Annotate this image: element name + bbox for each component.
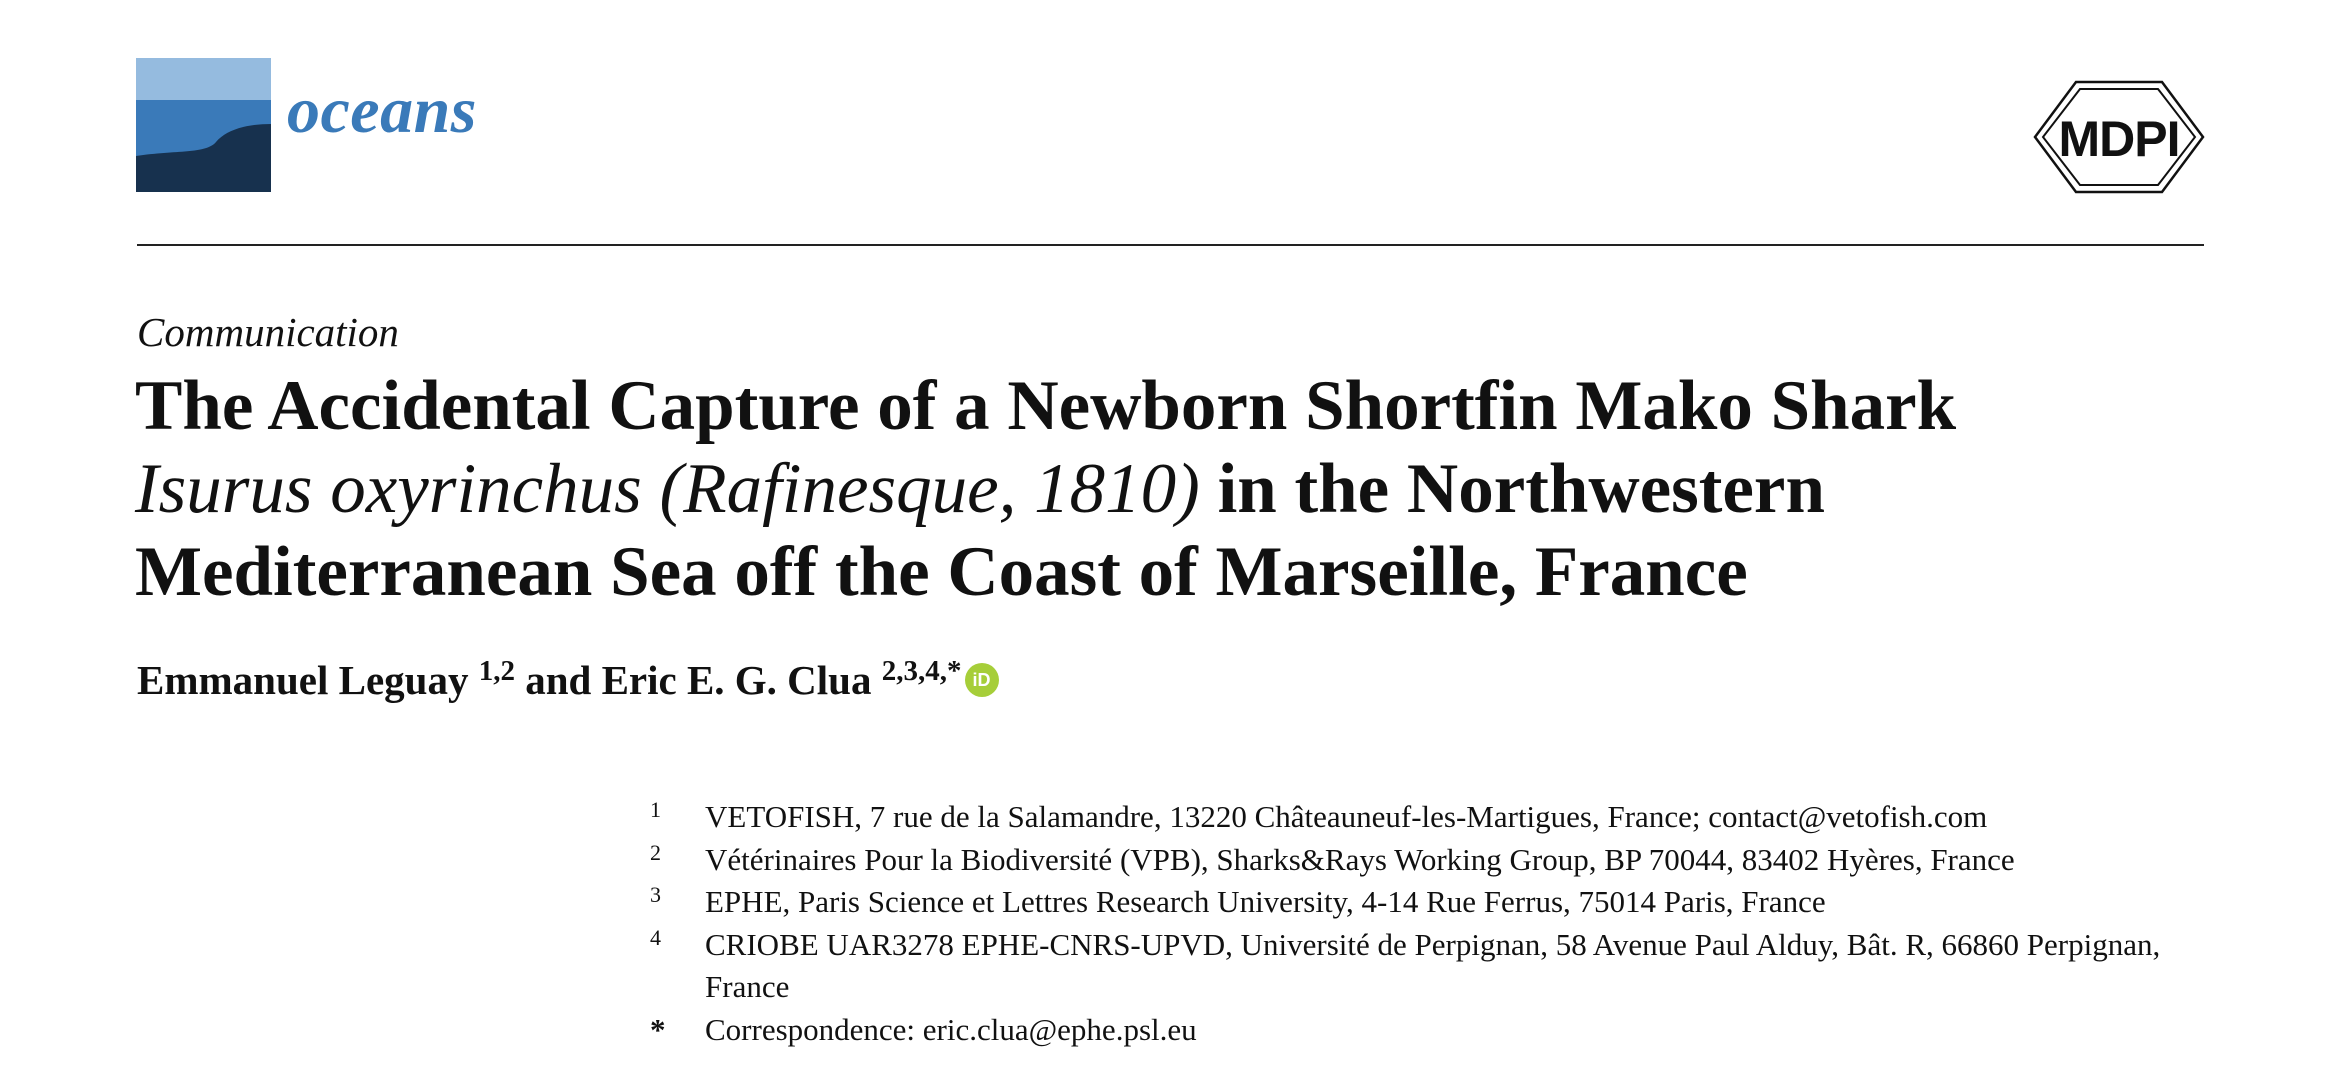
affiliation-marker: 1 [650,797,661,822]
correspondence-marker: * [650,1011,666,1047]
affiliation-marker: 3 [650,882,661,907]
header-divider [137,244,2204,246]
affiliation-marker: 2 [650,839,661,865]
oceans-journal-logo-icon [136,58,271,192]
affiliations-list [650,796,2220,1051]
article-type: Communication [137,309,399,355]
title-line-2 [135,448,2215,531]
affiliation-text: CRIOBE UAR3278 EPHE-CNRS-UPVD, Université de Perpignan, 58 Avenue Paul Alduy, Bât. R, 66860 Perpignan, France [705,926,2161,1004]
affiliation-item [650,924,2220,1009]
affiliation-text: EPHE, Paris Science et Lettres Research University, 4-14 Rue Ferrus, 75014 Paris, France [705,884,1826,919]
affiliation-text: VETOFISH, 7 rue de la Salamandre, 13220 Châteauneuf-les-Martigues, France; contact@vetofish.com [705,799,1988,834]
author-affiliation-refs: 2,3,4,* [881,655,962,687]
affiliation-text: Vétérinaires Pour la Biodiversité (VPB), Sharks&Rays Working Group, BP 70044, 83402 Hyères, France [705,841,2015,877]
publisher-name: MDPI [2058,111,2180,167]
title-line-2-rest: in the Northwestern [1199,450,1825,528]
journal-name: oceans [287,74,477,147]
affiliation-item [650,796,2220,839]
title-line-3: Mediterranean Sea off the Coast of Marseille, France [135,533,1748,611]
author-list [137,655,999,703]
author-name: Emmanuel Leguay [137,657,469,703]
title-line-1: The Accidental Capture of a Newborn Shortfin Mako Shark [135,367,1957,445]
author-separator: and [525,657,592,703]
correspondence-text: Correspondence: eric.clua@ephe.psl.eu [705,1011,1197,1047]
mdpi-logo-icon [2033,80,2205,194]
correspondence-item [650,1009,2220,1052]
article-title [135,365,2215,614]
affiliation-item [650,839,2220,882]
author-affiliation-refs: 1,2 [478,655,515,687]
author-name: Eric E. G. Clua [601,657,872,703]
affiliation-item [650,881,2220,924]
species-name: Isurus oxyrinchus (Rafinesque, 1810) [135,450,1200,528]
orcid-icon[interactable]: iD [965,663,999,697]
affiliation-marker: 4 [650,924,661,950]
